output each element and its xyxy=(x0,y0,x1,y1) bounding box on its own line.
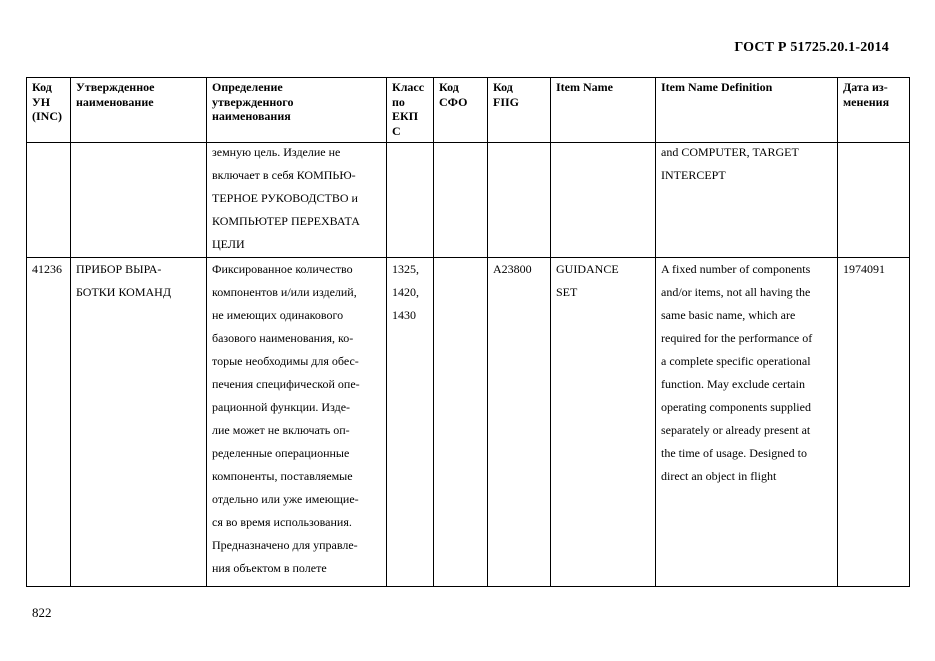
header-text-line: Определение xyxy=(212,80,283,94)
header-text-line: ЕКП xyxy=(392,109,419,123)
cell-text-line: INTERCEPT xyxy=(661,168,726,182)
col-header-definition xyxy=(207,78,387,143)
table-row xyxy=(27,258,910,587)
header-text-line: Item Name Definition xyxy=(661,80,773,94)
document-id: ГОСТ Р 51725.20.1-2014 xyxy=(734,40,889,55)
cell-text-line: ния объектом в полете xyxy=(212,561,327,575)
col-header-item-name xyxy=(551,78,656,143)
cell-text-line: the time of usage. Designed to xyxy=(661,446,807,460)
cell-text-line: SET xyxy=(556,285,578,299)
page-number: 822 xyxy=(32,605,52,620)
cell-inc xyxy=(27,258,71,587)
cell-text-line: ЦЕЛИ xyxy=(212,237,245,251)
cell-text-line: печения специфической опе- xyxy=(212,377,360,391)
cell-text-line: operating components supplied xyxy=(661,400,811,414)
cell-text-line: required for the performance of xyxy=(661,331,813,345)
cell-fiig xyxy=(488,258,551,587)
col-header-item-def xyxy=(656,78,838,143)
col-header-date xyxy=(838,78,910,143)
cell-text-line: and/or items, not all having the xyxy=(661,285,811,299)
cell-text-line: and COMPUTER, TARGET xyxy=(661,145,799,159)
cell-text-line: отдельно или уже имеющие- xyxy=(212,492,359,506)
header-text-line: Утвержденное xyxy=(76,80,155,94)
cell-item-name xyxy=(551,258,656,587)
cell-text-line: базового наименования, ко- xyxy=(212,331,354,345)
cell-class xyxy=(387,143,434,258)
col-header-inc xyxy=(27,78,71,143)
cell-definition xyxy=(207,258,387,587)
cell-text-line: Фиксированное количество xyxy=(212,262,353,276)
cell-text-line: рационной функции. Изде- xyxy=(212,400,351,414)
header-text-line: Item Name xyxy=(556,80,613,94)
cell-text-line: A fixed number of components xyxy=(661,262,811,276)
table-header-row xyxy=(27,78,910,143)
cell-inc xyxy=(27,143,71,258)
cell-text-line: 41236 xyxy=(32,262,62,276)
cell-text-line: КОМПЬЮТЕР ПЕРЕХВАТА xyxy=(212,214,360,228)
col-header-class xyxy=(387,78,434,143)
cell-text-line: лие может не включать оп- xyxy=(212,423,350,437)
header-text-line: Код xyxy=(493,80,513,94)
cell-text-line: same basic name, which are xyxy=(661,308,796,322)
header-text-line: по xyxy=(392,94,405,109)
header-text-line: С xyxy=(392,123,401,138)
cell-text-line: включает в себя КОМПЬЮ- xyxy=(212,168,356,182)
cell-text-line: ТЕРНОЕ РУКОВОДСТВО и xyxy=(212,191,358,205)
header-text-line: наименование xyxy=(76,94,154,109)
cell-date xyxy=(838,258,910,587)
cell-text-line: компонентов и/или изделий, xyxy=(212,285,357,299)
col-header-fiig xyxy=(488,78,551,143)
cell-definition xyxy=(207,143,387,258)
cell-text-line: a complete specific operational xyxy=(661,354,811,368)
cell-text-line: ся во время использования. xyxy=(212,515,352,529)
header-text-line: (INC) xyxy=(32,109,62,123)
cell-text-line: 1430 xyxy=(392,308,416,322)
cell-text-line: function. May exclude certain xyxy=(661,377,805,391)
cell-sfo xyxy=(434,143,488,258)
cell-text-line: компоненты, поставляемые xyxy=(212,469,353,483)
col-header-approved-name xyxy=(71,78,207,143)
header-text-line: Код xyxy=(439,80,459,94)
cell-name xyxy=(71,143,207,258)
cell-text-line: Предназначено для управле- xyxy=(212,538,358,552)
header-text-line: FIIG xyxy=(493,94,520,109)
cell-class xyxy=(387,258,434,587)
header-text-line: УН xyxy=(32,94,51,109)
header-text-line: СФО xyxy=(439,94,468,109)
header-text-line: наименования xyxy=(212,109,291,123)
cell-text-line: торые необходимы для обес- xyxy=(212,354,359,368)
header-text-line: Класс xyxy=(392,80,425,94)
table-row xyxy=(27,143,910,258)
header-text-line: Дата из- xyxy=(843,80,888,94)
cell-item-def xyxy=(656,258,838,587)
cell-text-line: ПРИБОР ВЫРА- xyxy=(76,262,162,276)
cell-name xyxy=(71,258,207,587)
header-text-line: менения xyxy=(843,94,890,109)
cell-text-line: 1420, xyxy=(392,285,419,299)
cell-text-line: A23800 xyxy=(493,262,532,276)
cell-text-line: не имеющих одинакового xyxy=(212,308,344,322)
cell-item-def xyxy=(656,143,838,258)
col-header-sfo xyxy=(434,78,488,143)
cell-text-line: separately or already present at xyxy=(661,423,811,437)
header-text-line: утвержденного xyxy=(212,94,294,109)
cell-date xyxy=(838,143,910,258)
cell-text-line: direct an object in flight xyxy=(661,469,777,483)
cell-text-line: БОТКИ КОМАНД xyxy=(76,285,172,299)
header-text-line: Код xyxy=(32,80,52,94)
cell-sfo xyxy=(434,258,488,587)
cell-text-line: GUIDANCE xyxy=(556,262,619,276)
cell-text-line: земную цель. Изделие не xyxy=(212,145,341,159)
cell-text-line: 1325, xyxy=(392,262,419,276)
cell-text-line: ределенные операционные xyxy=(212,446,350,460)
cell-text-line: 1974091 xyxy=(843,262,885,276)
cell-item-name xyxy=(551,143,656,258)
cell-fiig xyxy=(488,143,551,258)
catalog-table xyxy=(26,77,910,587)
